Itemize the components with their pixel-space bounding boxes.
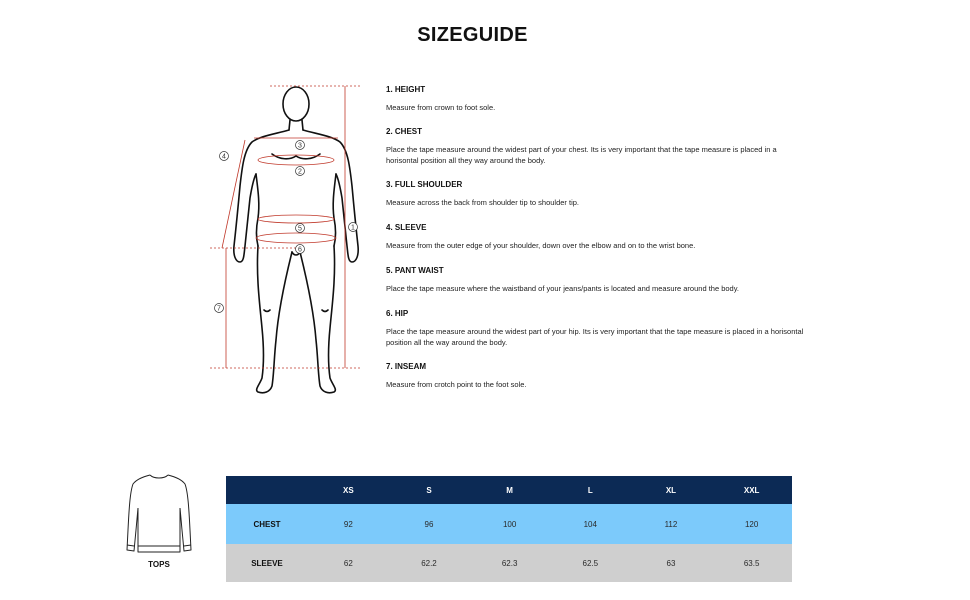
- header-cell-l: L: [587, 485, 593, 495]
- step-text: Measure across the back from shoulder tip to shoulder tip.: [386, 198, 580, 207]
- header-cell-xs: XS: [342, 485, 354, 495]
- step-title: 1. HEIGHT: [386, 85, 426, 94]
- step-text: Measure from the outer edge of your shoulder, down over the elbow and on to the wrist bone.: [386, 241, 696, 250]
- step-text: Measure from crotch point to the foot sole.: [386, 380, 527, 389]
- table-cell: 62.5: [582, 558, 599, 568]
- table-cell: 100: [502, 519, 517, 529]
- step-title: 6. HIP: [386, 309, 409, 318]
- step-title: 7. INSEAM: [386, 362, 427, 371]
- page-title: SIZEGUIDE: [417, 24, 528, 46]
- step-text: Measure from crown to foot sole.: [386, 103, 496, 112]
- table-cell: 62: [343, 558, 353, 568]
- table-cell: 112: [664, 519, 678, 529]
- step-hip: [386, 309, 806, 348]
- step-height: [386, 85, 806, 114]
- marker-7: 7: [217, 305, 221, 313]
- step-text: Place the tape measure where the waistband of your jeans/pants is located and measure around the body.: [386, 284, 739, 293]
- table-cell: 63.5: [743, 558, 760, 568]
- measurement-guides: [210, 86, 360, 368]
- table-cell: 104: [583, 519, 597, 529]
- tops-label: TOPS: [148, 560, 170, 569]
- header-cell-empty: [226, 476, 308, 504]
- row-label: SLEEVE: [251, 558, 283, 568]
- step-pant-waist: [386, 266, 806, 295]
- marker-2: 2: [298, 168, 302, 176]
- table-cell: 120: [744, 519, 759, 529]
- table-row-chest: [226, 504, 792, 544]
- step-text: Place the tape measure around the widest part of your chest. Its is very important that the tape measure is placed in a horisontal position all they way around the body.: [386, 145, 777, 165]
- step-title: 5. PANT WAIST: [386, 266, 444, 275]
- table-cell: 62.2: [421, 558, 437, 568]
- header-cell-s: S: [426, 485, 432, 495]
- step-title: 2. CHEST: [386, 127, 423, 136]
- human-silhouette-icon: [234, 87, 358, 393]
- row-label: CHEST: [253, 519, 281, 529]
- step-title: 3. FULL SHOULDER: [386, 180, 463, 189]
- table-cell: 63: [666, 558, 676, 568]
- size-table: [226, 476, 792, 582]
- marker-3: 3: [298, 142, 302, 150]
- marker-6: 6: [298, 246, 302, 254]
- sweater-icon: [124, 470, 194, 560]
- table-header-row: [226, 476, 792, 504]
- step-text: Place the tape measure around the widest part of your hip. Its is very important that the tape measure is placed in a horisontal position all the way around the body.: [386, 327, 804, 347]
- table-cell: 92: [343, 519, 353, 529]
- table-cell: 62.3: [501, 558, 518, 568]
- step-full-shoulder: [386, 180, 806, 209]
- step-sleeve: [386, 223, 806, 252]
- table-cell: 96: [424, 519, 434, 529]
- step-inseam: [386, 362, 806, 391]
- step-title: 4. SLEEVE: [386, 223, 427, 232]
- marker-1: 1: [351, 224, 355, 232]
- table-row-sleeve: [226, 544, 792, 582]
- marker-4: 4: [222, 153, 226, 161]
- body-measurement-figure: [200, 78, 380, 398]
- header-cell-xxl: XXL: [743, 485, 760, 495]
- header-cell-m: M: [506, 485, 513, 495]
- step-chest: [386, 127, 806, 166]
- header-cell-xl: XL: [665, 485, 677, 495]
- marker-5: 5: [298, 225, 302, 233]
